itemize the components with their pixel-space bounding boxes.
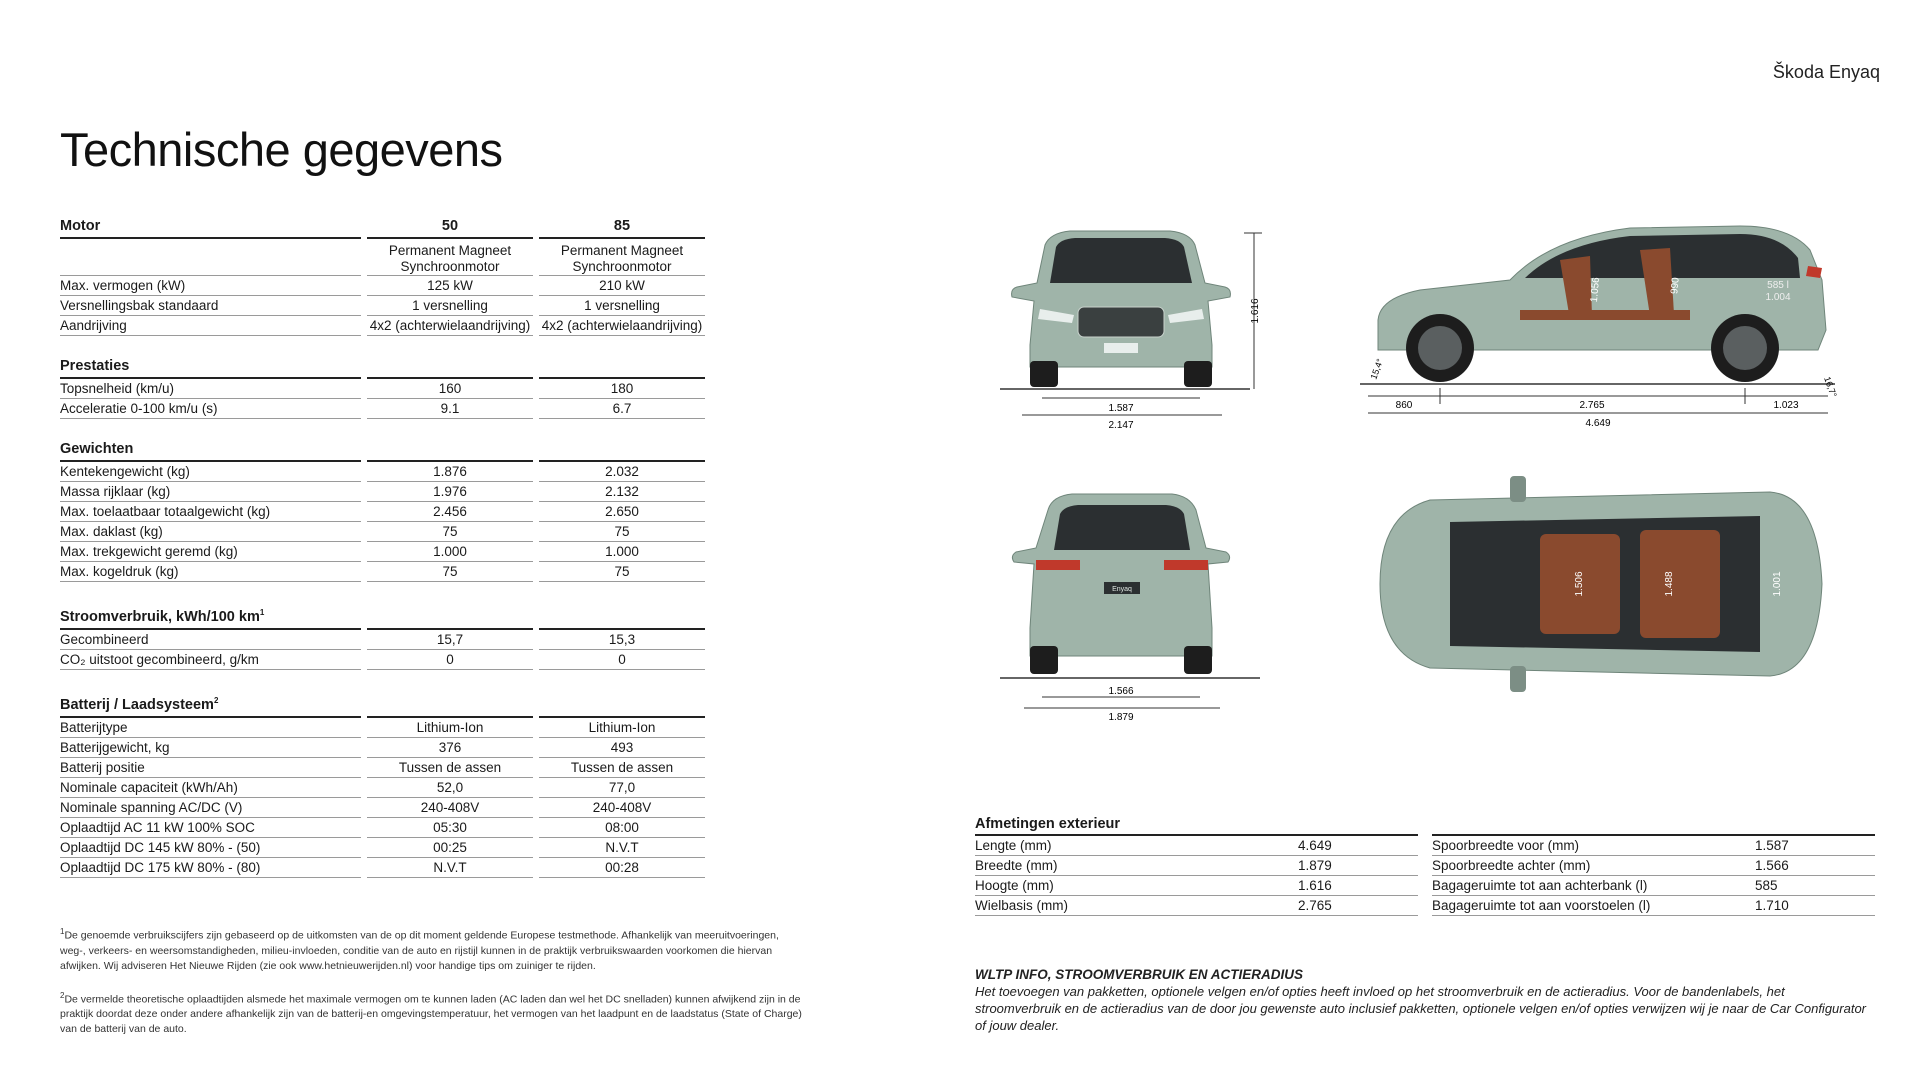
row-value-85: 0: [539, 650, 705, 670]
section-heading: Batterij / Laadsysteem$^2$: [60, 690, 361, 718]
row-value-85: 6.7: [539, 399, 705, 419]
row-value-85: 08:00: [539, 818, 705, 838]
row-value-50: 1.976: [367, 482, 533, 502]
wltp-title: WLTP INFO, STROOMVERBRUIK EN ACTIERADIUS: [975, 967, 1303, 982]
dim-length: 4.649: [1585, 418, 1611, 429]
row-label: Wielbasis (mm): [975, 898, 1068, 913]
table-row: [60, 482, 710, 502]
afmetingen-left-column: [975, 834, 1418, 916]
row-value-50: 05:30: [367, 818, 533, 838]
footnotes: [60, 924, 805, 1051]
row-label: CO₂ uitstoot gecombineerd, g/km: [60, 650, 361, 670]
car-top-view: [1360, 474, 1835, 694]
row-value-50: 125 kW: [367, 276, 533, 296]
table-row: [60, 316, 710, 336]
table-row: [60, 858, 710, 878]
footnote-mark: 1: [259, 608, 265, 617]
dim-width-front: 2.147: [1108, 420, 1134, 431]
dim-headroom-front: 1.056: [1588, 276, 1603, 303]
section-gewichten: [60, 439, 710, 582]
row-value-50: 15,7: [367, 630, 533, 650]
row-label: Massa rijklaar (kg): [60, 482, 361, 502]
row-value-50: 1.000: [367, 542, 533, 562]
dim-overhang-front: 860: [1395, 400, 1413, 411]
dim-boot-width: 1.001: [1772, 571, 1783, 597]
column-header-50: 50: [367, 216, 533, 239]
table-row: [60, 630, 710, 650]
dim-height: 1.616: [1250, 298, 1261, 324]
row-value-50: 240-408V: [367, 798, 533, 818]
row-value-50: N.V.T: [367, 858, 533, 878]
row-value-50: 75: [367, 522, 533, 542]
row-value-50: Permanent Magneet Synchroonmotor: [367, 239, 533, 276]
row-label: Max. kogeldruk (kg): [60, 562, 361, 582]
row-value-85: 75: [539, 562, 705, 582]
row-label: Max. toelaatbaar totaalgewicht (kg): [60, 502, 361, 522]
table-row: [60, 462, 710, 482]
dim-width-rear-seats: 1.488: [1664, 571, 1675, 597]
table-row: [60, 718, 710, 738]
row-label: Bagageruimte tot aan achterbank (l): [1432, 878, 1648, 893]
row-value-85: Permanent Magneet Synchroonmotor: [539, 239, 705, 276]
row-value-50: Lithium-Ion: [367, 718, 533, 738]
row-value-85: 240-408V: [539, 798, 705, 818]
row-value-50: 4x2 (achterwielaandrijving): [367, 316, 533, 336]
row-value-85: Tussen de assen: [539, 758, 705, 778]
dim-overhang-rear: 1.023: [1773, 400, 1799, 411]
row-value-50: 160: [367, 379, 533, 399]
row-value-50: 0: [367, 650, 533, 670]
table-row: [1432, 856, 1875, 876]
wltp-text: Het toevoegen van pakketten, optionele velgen en/of opties heeft invloed op het stroomverbruik en de actieradius. Voor de bandenlabels, het stroomverbruik en de actieradius van de door jou gewenste auto inclusief pakketten, optionele velgen en/of opties verwijzen wij je naar de Car Configurator of jouw dealer.: [975, 984, 1867, 1033]
brand-name: Škoda Enyaq: [1772, 62, 1880, 82]
row-value-85: 1.000: [539, 542, 705, 562]
row-label: Versnellingsbak standaard: [60, 296, 361, 316]
table-row: [1432, 876, 1875, 896]
row-value-85: 210 kW: [539, 276, 705, 296]
row-value-50: 2.456: [367, 502, 533, 522]
row-value: 1.587: [1755, 838, 1789, 853]
row-label: Max. daklast (kg): [60, 522, 361, 542]
table-row: [60, 738, 710, 758]
row-value-85: Lithium-Ion: [539, 718, 705, 738]
row-label: Oplaadtijd DC 145 kW 80% - (50): [60, 838, 361, 858]
section-heading: Motor: [60, 216, 361, 239]
table-row: [60, 758, 710, 778]
page-title: Technische gegevens: [60, 123, 503, 176]
footnote-mark: 1: [60, 927, 65, 936]
row-value: 4.649: [1298, 838, 1332, 853]
footnote: [60, 988, 805, 1038]
dim-track-front: 1.587: [1108, 403, 1134, 414]
row-label: Bagageruimte tot aan voorstoelen (l): [1432, 898, 1651, 913]
table-row: [975, 856, 1418, 876]
car-front-body: [1012, 231, 1231, 387]
row-label: Hoogte (mm): [975, 878, 1054, 893]
row-label: Gecombineerd: [60, 630, 361, 650]
row-value-50: 9.1: [367, 399, 533, 419]
row-value-85: 493: [539, 738, 705, 758]
footnote-text: De genoemde verbruikscijfers zijn gebaseerd op de uitkomsten van de op dit moment geldende Europese testmethode. Afhankelijk van meeruitvoeringen, weg-, verkeers- en weersomstandigheden, milieu-invloeden, conditie van de auto en rijstijl kunnen in de praktijk verbruikswaarden voorkomen die hiervan afwijken. Wij adviseren Het Nieuwe Rijden (zie ook www.hetnieuwerijden.nl) voor handige tips om zuiniger te rijden.: [60, 929, 779, 972]
row-value-85: 1 versnelling: [539, 296, 705, 316]
table-row: [60, 399, 710, 419]
section-batterij: [60, 690, 710, 878]
row-label: Batterijtype: [60, 718, 361, 738]
dim-boot-a: 585 l: [1767, 280, 1789, 291]
row-value: 585: [1755, 878, 1778, 893]
row-label: Spoorbreedte achter (mm): [1432, 858, 1591, 873]
row-label: Max. vermogen (kW): [60, 276, 361, 296]
table-row: [60, 296, 710, 316]
table-row: [60, 379, 710, 399]
row-value: 1.879: [1298, 858, 1332, 873]
dim-width-front-seats: 1.506: [1574, 571, 1585, 597]
row-value-50: 75: [367, 562, 533, 582]
table-row: [60, 650, 710, 670]
dim-approach-angle: 15,4°: [1368, 357, 1386, 381]
section-header: [60, 690, 710, 718]
table-row: [60, 239, 710, 276]
dim-departure-angle: 16,7°: [1822, 375, 1839, 399]
row-label: Aandrijving: [60, 316, 361, 336]
section-header: [60, 439, 710, 462]
row-value-85: N.V.T: [539, 838, 705, 858]
table-row: [60, 778, 710, 798]
row-label: Batterijgewicht, kg: [60, 738, 361, 758]
section-heading: Prestaties: [60, 356, 361, 379]
wltp-info: [975, 966, 1870, 1034]
car-side-view: [1360, 220, 1839, 430]
table-row: [1432, 836, 1875, 856]
row-value-85: 00:28: [539, 858, 705, 878]
row-label: Nominale capaciteit (kWh/Ah): [60, 778, 361, 798]
footnote: [60, 924, 805, 974]
car-side-body: [1378, 226, 1826, 382]
table-row: [975, 876, 1418, 896]
section-header: [60, 356, 710, 379]
afmetingen-title: Afmetingen exterieur: [975, 816, 1121, 832]
dim-wheelbase: 2.765: [1579, 400, 1605, 411]
row-value-50: 52,0: [367, 778, 533, 798]
dim-boot-b: 1.004: [1765, 292, 1791, 303]
row-value-85: 2.650: [539, 502, 705, 522]
table-row: [60, 818, 710, 838]
section-prestaties: [60, 356, 710, 419]
row-label: Kentekengewicht (kg): [60, 462, 361, 482]
afmetingen-exterieur: [975, 814, 1875, 916]
row-label: Oplaadtijd AC 11 kW 100% SOC: [60, 818, 361, 838]
spec-table: [60, 216, 710, 898]
car-rear-body: [1012, 494, 1229, 674]
car-rear-view: [1000, 488, 1270, 723]
row-value: 1.710: [1755, 898, 1789, 913]
row-value-85: 75: [539, 522, 705, 542]
row-value-50: 376: [367, 738, 533, 758]
table-row: [60, 798, 710, 818]
section-motor: [60, 216, 710, 336]
table-row: [1432, 896, 1875, 916]
table-row: [60, 542, 710, 562]
row-value: 2.765: [1298, 898, 1332, 913]
row-value: 1.616: [1298, 878, 1332, 893]
table-row: [60, 562, 710, 582]
row-value-85: 2.032: [539, 462, 705, 482]
row-label: Spoorbreedte voor (mm): [1432, 838, 1580, 853]
row-value-50: Tussen de assen: [367, 758, 533, 778]
row-value-50: 1 versnelling: [367, 296, 533, 316]
afmetingen-right-column: [1432, 834, 1875, 916]
section-heading: Gewichten: [60, 439, 361, 462]
footnote-text: De vermelde theoretische oplaadtijden alsmede het maximale vermogen om te kunnen laden (AC laden dan wel het DC snelladen) kunnen afwijkend zijn in de praktijk doordat deze onder andere afhankelijk zijn van de batterij-en omgevingstemperatuur, het vermogen van het laadpunt en de laadstatus (State of Charge) van de batterij van de auto.: [60, 993, 802, 1035]
table-row: [60, 276, 710, 296]
car-badge: Enyaq: [1112, 586, 1132, 593]
table-row: [60, 522, 710, 542]
table-row: [60, 502, 710, 522]
row-value-85: 4x2 (achterwielaandrijving): [539, 316, 705, 336]
footnote-mark: 2: [213, 695, 219, 705]
row-value-85: 2.132: [539, 482, 705, 502]
car-top-body: [1380, 476, 1822, 692]
row-value: 1.566: [1755, 858, 1789, 873]
dim-width-rear: 1.879: [1108, 712, 1134, 723]
row-value-50: 00:25: [367, 838, 533, 858]
row-label: Topsnelheid (km/u): [60, 379, 361, 399]
dim-headroom-rear: 990: [1669, 276, 1682, 295]
row-value-85: 180: [539, 379, 705, 399]
section-header: [60, 602, 710, 630]
row-label: Oplaadtijd DC 175 kW 80% - (80): [60, 858, 361, 878]
section-header: [60, 216, 710, 239]
row-label: Max. trekgewicht geremd (kg): [60, 542, 361, 562]
row-value-50: 1.876: [367, 462, 533, 482]
row-label: Acceleratie 0-100 km/u (s): [60, 399, 361, 419]
section-stroomverbruik: [60, 602, 710, 670]
column-header-85: 85: [539, 216, 705, 239]
row-label: Batterij positie: [60, 758, 361, 778]
dim-track-rear: 1.566: [1108, 686, 1134, 697]
row-value-85: 15,3: [539, 630, 705, 650]
section-heading: Stroomverbruik, kWh/100 $km^1$: [60, 602, 361, 630]
row-label: Lengte (mm): [975, 838, 1052, 853]
table-row: [975, 836, 1418, 856]
footnote-mark: 2: [60, 990, 65, 1000]
table-row: [60, 838, 710, 858]
row-label: Breedte (mm): [975, 858, 1058, 873]
row-label: Nominale spanning AC/DC (V): [60, 798, 361, 818]
car-front-view: [1000, 225, 1270, 430]
row-value-85: 77,0: [539, 778, 705, 798]
table-row: [975, 896, 1418, 916]
